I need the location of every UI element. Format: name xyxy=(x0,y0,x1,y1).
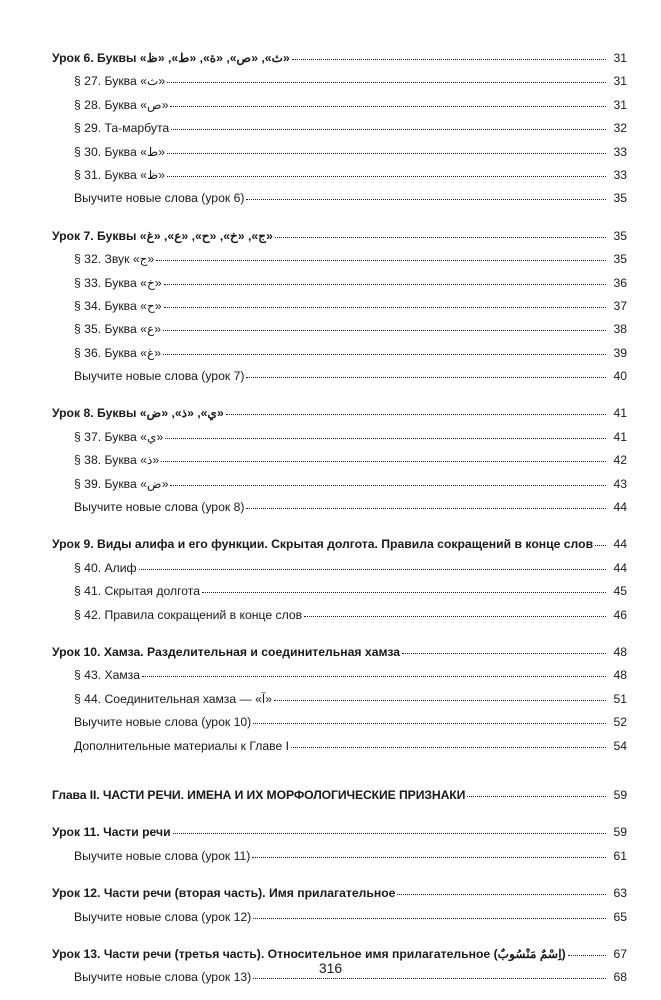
toc-page-number: 37 xyxy=(613,298,627,313)
toc-entry-title: § 36. Буква «غ» xyxy=(74,345,161,360)
toc-entry-title: § 32. Звук «ج» xyxy=(74,252,155,267)
dot-leader xyxy=(252,857,606,858)
dot-leader xyxy=(402,653,606,654)
dot-leader xyxy=(167,153,606,154)
dot-leader xyxy=(291,747,606,748)
toc-page-number: 42 xyxy=(613,453,627,468)
toc-page-number: 39 xyxy=(613,345,627,360)
toc-page-number: 46 xyxy=(613,607,627,622)
toc-page-number: 43 xyxy=(613,476,627,491)
toc-entry-title: Урок 9. Виды алифа и его функции. Скрытая долгота. Правила сокращений в конце слов xyxy=(52,537,594,552)
toc-subentry xyxy=(52,253,627,276)
toc-entry-title: Урок 8. Буквы «ي», «ذ», «ض» xyxy=(52,406,224,421)
dot-leader xyxy=(171,129,606,130)
toc-page-number: 48 xyxy=(613,644,627,659)
toc-page-number: 63 xyxy=(613,886,627,901)
toc-entry-title: § 29. Та-марбута xyxy=(74,121,170,136)
dot-leader xyxy=(246,377,606,378)
toc-entry-title: § 40. Алиф xyxy=(74,560,137,575)
toc-subentry xyxy=(52,192,627,215)
toc-page-number: 38 xyxy=(613,322,627,337)
dot-leader xyxy=(163,330,606,331)
toc-page-number: 52 xyxy=(613,715,627,730)
toc-page-number: 36 xyxy=(613,275,627,290)
toc-subentry xyxy=(52,850,627,873)
toc-subentry xyxy=(52,169,627,192)
toc-entry-title: Выучите новые слова (урок 11) xyxy=(74,848,251,863)
toc-lesson-entry xyxy=(52,887,627,910)
toc-entry-title: § 31. Буква «ظ» xyxy=(74,167,165,182)
dot-leader xyxy=(595,545,606,546)
dot-leader xyxy=(467,796,606,797)
toc-page-number: 68 xyxy=(613,970,627,985)
dot-leader xyxy=(170,485,606,486)
toc-page-number: 51 xyxy=(613,691,627,706)
dot-leader xyxy=(156,260,606,261)
toc-subentry xyxy=(52,323,627,346)
toc-page-number: 45 xyxy=(613,584,627,599)
toc-entry-title: Выучите новые слова (урок 8) xyxy=(74,500,245,515)
toc-lesson-entry xyxy=(52,538,627,561)
toc-subentry xyxy=(52,740,627,763)
section-gap xyxy=(52,632,627,646)
toc-subentry xyxy=(52,347,627,370)
dot-leader xyxy=(167,82,606,83)
toc-page-number: 31 xyxy=(613,51,627,65)
toc-page-number: 44 xyxy=(613,537,627,552)
toc-page-number: 59 xyxy=(613,825,627,840)
section-gap xyxy=(52,812,627,826)
toc-entry-title: Урок 7. Буквы «ج», «خ», «ح», «ع», «غ» xyxy=(52,228,273,243)
toc-page-number: 67 xyxy=(613,946,627,961)
toc-page-number: 33 xyxy=(613,144,627,159)
toc-page-number: 44 xyxy=(613,500,627,515)
section-gap xyxy=(52,524,627,538)
toc-entry-title: § 35. Буква «ع» xyxy=(74,322,161,337)
dot-leader xyxy=(161,461,606,462)
toc-page-number: 65 xyxy=(613,909,627,924)
toc-lesson-entry xyxy=(52,826,627,849)
toc-lesson-entry xyxy=(52,407,627,430)
toc-entry-title: Урок 13. Части речи (третья часть). Относительное имя прилагательное (اِسْمٌ مَنْسُوبٌ) xyxy=(52,946,566,961)
dot-leader xyxy=(164,284,606,285)
section-gap xyxy=(52,763,627,789)
toc-page-number: 31 xyxy=(613,97,627,112)
toc-entry-title: § 34. Буква «ح» xyxy=(74,298,162,313)
section-gap xyxy=(52,934,627,948)
dot-leader xyxy=(292,59,606,60)
toc-subentry xyxy=(52,585,627,608)
toc-subentry xyxy=(52,122,627,145)
toc-entry-title: Выучите новые слова (урок 10) xyxy=(74,715,252,730)
dot-leader xyxy=(253,978,606,979)
toc-entry-title: Выучите новые слова (урок 6) xyxy=(74,191,245,206)
toc-entry-title: § 41. Скрытая долгота xyxy=(74,584,201,599)
dot-leader xyxy=(170,106,606,107)
toc-subentry xyxy=(52,454,627,477)
toc-entry-title: § 38. Буква «ذ» xyxy=(74,453,160,468)
toc-entry-title: Выучите новые слова (урок 7) xyxy=(74,369,245,384)
toc-lesson-entry xyxy=(52,230,627,253)
toc-subentry xyxy=(52,300,627,323)
toc-entry-title: § 44. Соединительная хамза — «آ» xyxy=(74,691,273,706)
toc-subentry xyxy=(52,911,627,934)
toc-entry-title: § 42. Правила сокращений в конце слов xyxy=(74,607,303,622)
dot-leader xyxy=(253,918,606,919)
dot-leader xyxy=(139,569,606,570)
toc-entry-title: § 28. Буква «ص» xyxy=(74,97,169,112)
toc-entry-title: Урок 10. Хамза. Разделительная и соединительная хамза xyxy=(52,644,401,659)
toc-entry-title: § 37. Буква «ي» xyxy=(74,429,164,444)
toc-entry-title: Урок 12. Части речи (вторая часть). Имя прилагательное xyxy=(52,886,396,901)
toc-subentry xyxy=(52,669,627,692)
section-gap xyxy=(52,216,627,230)
dot-leader xyxy=(397,894,606,895)
dot-leader xyxy=(173,833,606,834)
toc-entry-title: Урок 11. Части речи xyxy=(52,825,171,840)
dot-leader xyxy=(253,723,606,724)
toc-subentry xyxy=(52,146,627,169)
toc-entry-title: § 43. Хамза xyxy=(74,668,141,683)
toc-subentry xyxy=(52,370,627,393)
toc-subentry xyxy=(52,501,627,524)
toc-entry-title: Урок 6. Буквы «ث», «ص», «ة», «ط», «ظ» xyxy=(52,51,290,65)
toc-page-number: 35 xyxy=(613,252,627,267)
toc-page-number: 32 xyxy=(613,121,627,136)
toc-entry-title: § 33. Буква «خ» xyxy=(74,275,162,290)
dot-leader xyxy=(246,508,606,509)
toc-page-number: 35 xyxy=(613,191,627,206)
dot-leader xyxy=(275,237,606,238)
toc-entry-title: Глава II. ЧАСТИ РЕЧИ. ИМЕНА И ИХ МОРФОЛОГИЧЕСКИЕ ПРИЗНАКИ xyxy=(52,787,466,802)
toc-entry-title: § 30. Буква «ط» xyxy=(74,144,165,159)
dot-leader xyxy=(226,414,606,415)
dot-leader xyxy=(274,700,606,701)
dot-leader xyxy=(304,616,606,617)
toc-chapter-entry xyxy=(52,789,627,812)
dot-leader xyxy=(165,438,606,439)
toc-subentry xyxy=(52,609,627,632)
section-gap xyxy=(52,393,627,407)
toc-entry-title: § 39. Буква «ض» xyxy=(74,476,169,491)
toc-page-number: 54 xyxy=(613,738,627,753)
dot-leader xyxy=(163,354,606,355)
toc-subentry xyxy=(52,693,627,716)
toc-page-number: 33 xyxy=(613,167,627,182)
toc-page-number: 48 xyxy=(613,668,627,683)
section-gap xyxy=(52,873,627,887)
toc-subentry xyxy=(52,562,627,585)
toc-entry-title: Выучите новые слова (урок 12) xyxy=(74,909,252,924)
toc-page-number: 40 xyxy=(613,369,627,384)
dot-leader xyxy=(142,676,606,677)
toc-subentry xyxy=(52,431,627,454)
toc-entry-title: Дополнительные материалы к Главе I xyxy=(74,738,290,753)
toc-page-number: 35 xyxy=(613,228,627,243)
toc-subentry xyxy=(52,716,627,739)
toc-page-number: 61 xyxy=(613,848,627,863)
table-of-contents xyxy=(52,52,627,995)
dot-leader xyxy=(202,592,606,593)
dot-leader xyxy=(568,955,606,956)
page-number: 316 xyxy=(318,960,343,976)
toc-page-number: 41 xyxy=(613,429,627,444)
toc-lesson-entry xyxy=(52,52,627,75)
toc-page-number: 41 xyxy=(613,406,627,421)
toc-entry-title: § 27. Буква «ث» xyxy=(74,74,166,89)
toc-subentry xyxy=(52,277,627,300)
toc-lesson-entry xyxy=(52,646,627,669)
dot-leader xyxy=(167,176,606,177)
toc-entry-title: Выучите новые слова (урок 13) xyxy=(74,970,252,985)
dot-leader xyxy=(164,307,606,308)
toc-page-number: 59 xyxy=(613,787,627,802)
toc-subentry xyxy=(52,99,627,122)
toc-page-number: 31 xyxy=(613,74,627,89)
toc-subentry xyxy=(52,75,627,98)
dot-leader xyxy=(246,199,606,200)
toc-subentry xyxy=(52,478,627,501)
toc-page-number: 44 xyxy=(613,560,627,575)
